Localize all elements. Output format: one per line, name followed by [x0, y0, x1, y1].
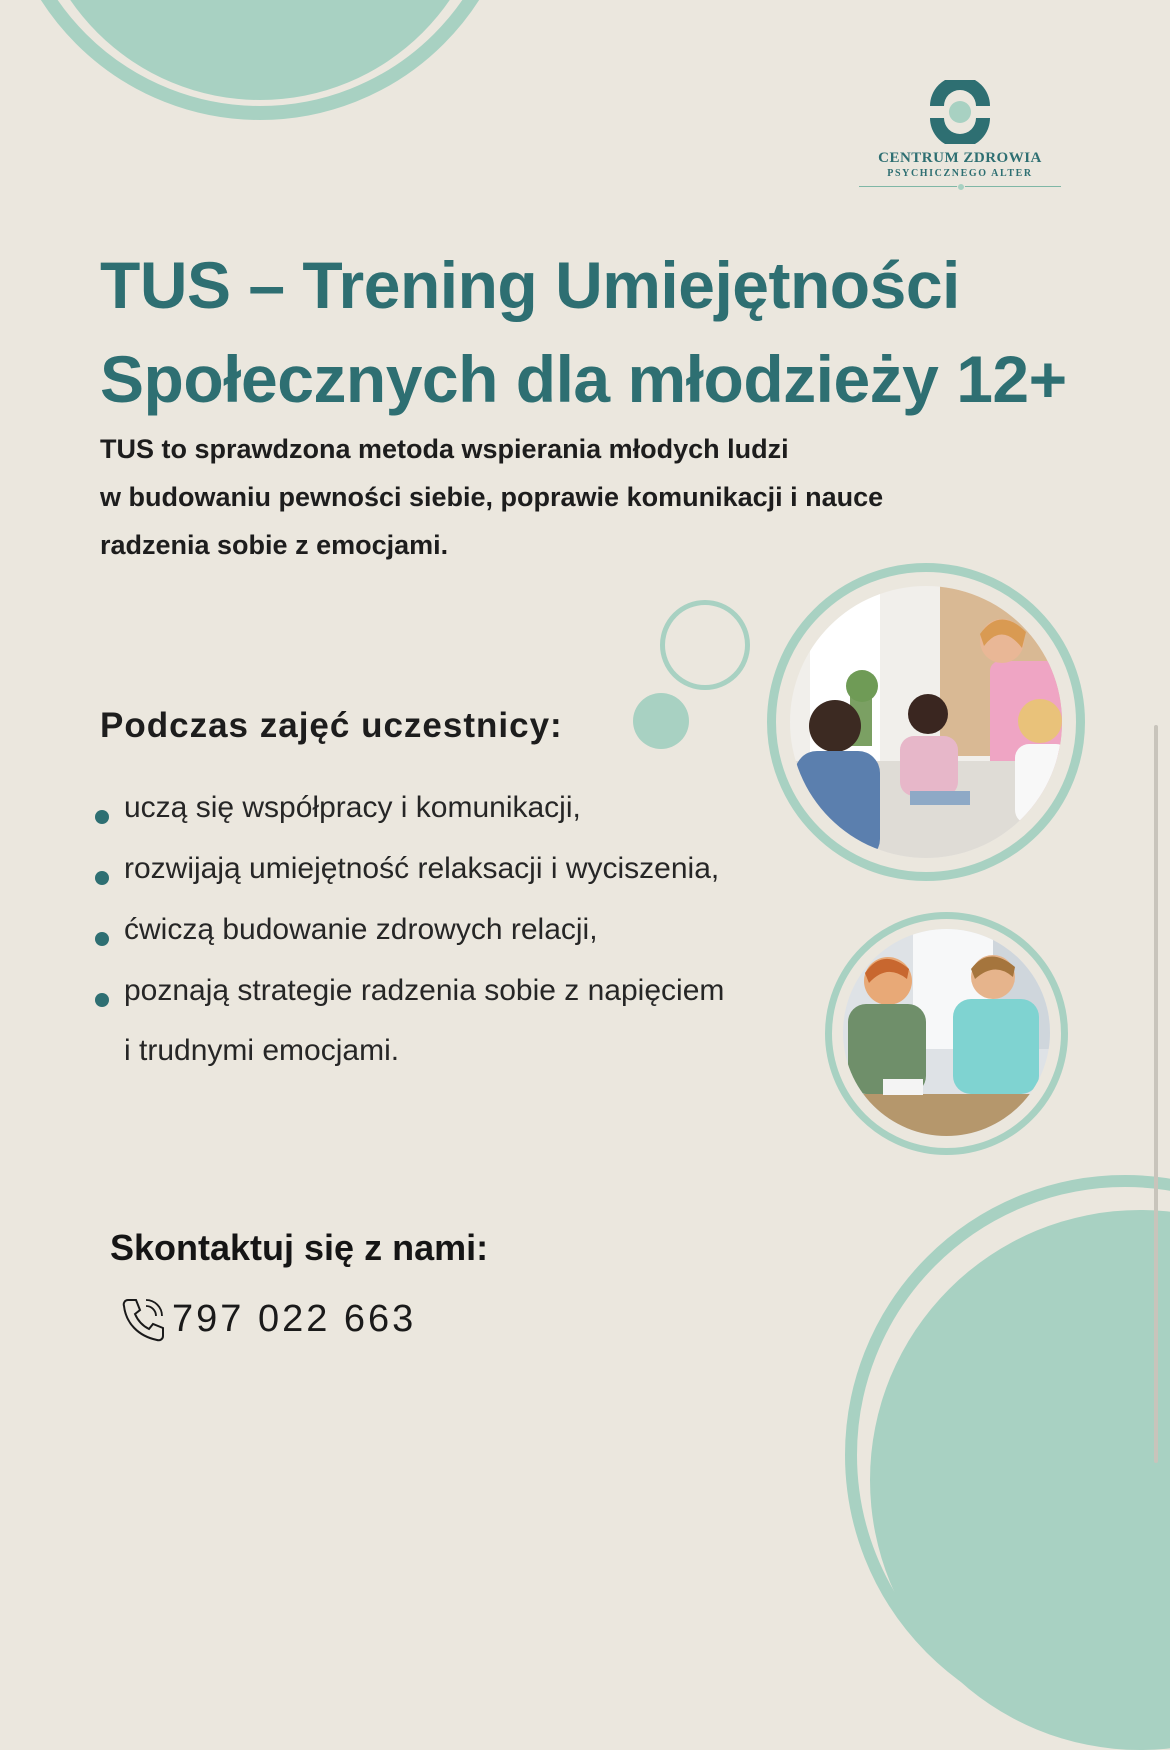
scrollbar-indicator: [1154, 725, 1158, 1463]
brand-logo: [855, 80, 1065, 192]
bullet-dot-icon: [95, 871, 109, 885]
intro-line2: w budowaniu pewności siebie, poprawie komunikacji i nauce: [100, 482, 884, 512]
classroom-photo-illustration: [790, 586, 1062, 858]
small-decorative-dot: [633, 693, 689, 749]
phone-contact[interactable]: [118, 1294, 416, 1344]
list-item: [92, 786, 724, 830]
bullet-dot-icon: [95, 932, 109, 946]
bullet-dot-icon: [95, 810, 109, 824]
page-title: [100, 238, 1100, 426]
teen-photo-illustration: [843, 929, 1050, 1136]
activities-list: [92, 786, 724, 1073]
classroom-group-photo: [790, 586, 1062, 858]
list-item-text: uczą się współpracy i komunikacji,: [124, 791, 581, 824]
small-decorative-ring: [660, 600, 750, 690]
logo-divider: [855, 182, 1065, 192]
title-line2: Społecznych dla młodzieży 12+: [100, 342, 1067, 416]
intro-line1: TUS to sprawdzona metoda wspierania młodych ludzi: [100, 434, 789, 464]
activities-heading: Podczas zajęć uczestnicy:: [100, 706, 563, 745]
list-item-text: rozwijają umiejętność relaksacji i wyciszenia,: [124, 852, 720, 885]
intro-line3: radzenia sobie z emocjami.: [100, 530, 449, 560]
bullet-dot-icon: [95, 993, 109, 1007]
teen-boys-talking-photo: [843, 929, 1050, 1136]
list-item-text-continued: i trudnymi emocjami.: [124, 1034, 400, 1067]
target-ring-logo-icon: [926, 80, 994, 144]
list-item-text: ćwiczą budowanie zdrowych relacji,: [124, 913, 598, 946]
list-item-text: poznają strategie radzenia sobie z napięciem: [124, 974, 725, 1007]
list-item: [92, 847, 724, 891]
contact-heading: Skontaktuj się z nami:: [110, 1227, 489, 1268]
phone-icon: [118, 1294, 168, 1344]
intro-paragraph: [100, 425, 1020, 569]
list-item: [92, 908, 724, 952]
title-line1: TUS – Trening Umiejętności: [100, 248, 960, 322]
brand-name-line2: PSYCHICZNEGO ALTER: [887, 168, 1033, 179]
list-item: [92, 969, 724, 1073]
phone-number[interactable]: 797 022 663: [172, 1297, 417, 1340]
brand-name-line1: CENTRUM ZDROWIA: [878, 150, 1042, 166]
